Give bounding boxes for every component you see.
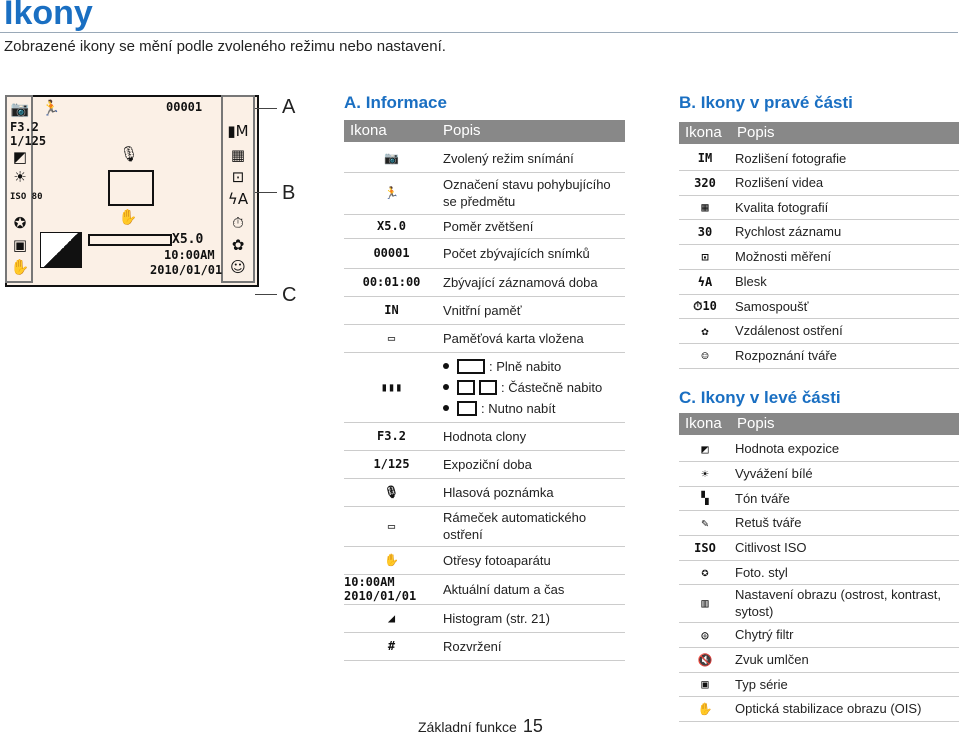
row-description: Vnitřní paměť [443, 302, 522, 318]
table-row [344, 478, 625, 507]
footer [418, 716, 543, 737]
row-description: Hodnota clony [443, 428, 527, 444]
photo-style-icon: ✪ [701, 565, 709, 579]
memory-card-icon: ▭ [387, 331, 396, 345]
battery-icon [479, 380, 497, 395]
iso-value: ISO 80 [10, 192, 43, 202]
table-row [344, 506, 625, 547]
table-row [679, 343, 959, 369]
macro-icon: ✿ [231, 236, 245, 254]
table-row [679, 461, 959, 487]
table-row [679, 244, 959, 270]
row-description: Rychlost záznamu [735, 224, 842, 239]
table-row [679, 436, 959, 462]
callout-a: A [282, 96, 296, 118]
row-description: Zvolený režim snímání [443, 150, 574, 166]
row-description: Citlivost ISO [735, 540, 807, 555]
row-description: Typ série [735, 676, 788, 692]
date-value: 2010/01/01 [150, 263, 223, 277]
exposure-icon: ◩ [12, 148, 28, 166]
table-row [344, 172, 625, 215]
table-row [344, 546, 625, 575]
face-retouch-icon: ✎ [701, 515, 709, 530]
col-icon: Ikona [685, 415, 722, 432]
video-resolution-icon: 320 [694, 175, 716, 190]
shots-count: 00001 [166, 100, 203, 114]
mute-icon: 🔇 [697, 652, 713, 667]
battery-icon: ▮▮▮ [380, 380, 403, 394]
face-tone-icon: ▚ [701, 491, 709, 505]
col-icon: Ikona [685, 124, 722, 141]
page-title: Ikony [4, 0, 93, 32]
row-description: Blesk [735, 274, 767, 289]
row-description: Foto. styl [735, 564, 788, 580]
row-description: Tón tváře [735, 490, 790, 506]
callout-c: C [282, 284, 297, 306]
image-adjust-icon: ▥ [701, 596, 709, 610]
table-row [344, 632, 625, 661]
aperture-icon: F3.2 [377, 429, 406, 443]
histogram [40, 232, 82, 268]
title-rule [0, 32, 958, 33]
table-row [344, 296, 625, 325]
camera-mode-icon: 📷 [384, 151, 399, 165]
page-subtitle: Zobrazené ikony se mění podle zvoleného režimu nebo nastavení. [4, 38, 446, 55]
table-row [344, 144, 625, 173]
macro-icon: ✿ [701, 323, 709, 338]
table-row [679, 560, 959, 585]
ois-icon: ✋ [10, 258, 30, 276]
shutter-value: 1/125 [10, 134, 47, 148]
row-description: Možnosti měření [735, 249, 832, 264]
section-c-header [679, 413, 959, 435]
row-description: Otřesy fotoaparátu [443, 552, 551, 568]
row-description: Paměťová karta vložena [443, 330, 584, 346]
burst-icon: ▣ [12, 236, 28, 254]
table-row [344, 268, 625, 297]
row-description: Hodnota expozice [735, 441, 840, 456]
table-row [679, 170, 959, 196]
page-number: 15 [522, 716, 543, 736]
row-description: Chytrý filtr [735, 627, 794, 642]
photo-style-icon: ✪ [13, 214, 27, 232]
af-frame-icon: ▭ [387, 519, 396, 533]
framerate-icon: 30 [697, 224, 713, 239]
battery-state [443, 377, 602, 398]
metering-icon: ⊡ [231, 168, 245, 186]
record-time-icon: 00:01:00 [362, 275, 421, 289]
shots-count-icon: 00001 [373, 246, 410, 260]
table-row [344, 214, 625, 239]
section-c-title: C. Ikony v levé části [679, 388, 841, 407]
mic-icon: 🎙 [383, 485, 400, 499]
row-description: Kvalita fotografií [735, 199, 829, 215]
row-description: Vyvážení bílé [735, 466, 813, 481]
face-detect-icon: ☺ [701, 348, 709, 363]
battery-icon [457, 401, 477, 416]
smart-filter-icon: ◎ [701, 627, 709, 642]
table-row [679, 510, 959, 536]
row-description: Rozvržení [443, 638, 502, 654]
iso-icon: ISO [694, 540, 716, 555]
time-value: 10:00AM [164, 248, 215, 262]
table-row [679, 269, 959, 295]
battery-label: : Nutno nabít [481, 400, 556, 416]
section-b-header [679, 122, 959, 144]
row-description: Vzdálenost ostření [735, 323, 843, 338]
motion-icon: 🏃 [41, 99, 61, 117]
table-row [679, 486, 959, 511]
zoom-bar-icon: X5.0 [377, 219, 406, 233]
table-row [679, 696, 959, 722]
shake-icon: ✋ [118, 208, 138, 226]
white-balance-icon: ☀ [13, 168, 27, 186]
ois-icon: ✋ [697, 701, 713, 716]
col-desc: Popis [737, 124, 775, 141]
table-row [679, 318, 959, 344]
row-description: Poměr zvětšení [443, 218, 534, 234]
table-row [344, 422, 625, 451]
section-b-title: B. Ikony v pravé části [679, 93, 853, 112]
battery-icon [457, 380, 475, 395]
row-description: Rozlišení videa [735, 175, 824, 190]
datetime-icon: 10:00AM 2010/01/01 [344, 575, 417, 603]
timer-icon: ⏱ [232, 214, 244, 232]
row-description: Optická stabilizace obrazu (OIS) [735, 701, 922, 716]
shake-icon: ✋ [384, 553, 399, 567]
flash-icon: ϟA [227, 190, 249, 208]
af-frame [108, 170, 154, 206]
table-row [344, 324, 625, 353]
quality-icon: ▦ [701, 200, 709, 214]
row-description [443, 352, 623, 422]
mic-icon: 🎙 [119, 145, 139, 163]
row-description: Histogram (str. 21) [443, 610, 550, 626]
quality-icon: ▦ [230, 146, 246, 164]
section-a-header [344, 120, 625, 142]
footer-label: Základní funkce [418, 719, 517, 735]
table-row [679, 647, 959, 673]
table-row [344, 238, 625, 269]
battery-state [443, 356, 561, 377]
camera-mode-icon: 📷 [10, 100, 30, 118]
zoom-value: X5.0 [172, 232, 204, 247]
row-description: Označení stavu pohybujícího se předmětu [443, 177, 611, 209]
table-row [679, 195, 959, 220]
col-desc: Popis [737, 415, 775, 432]
row-description: Počet zbývajících snímků [443, 245, 590, 261]
histogram-icon: ◢ [387, 611, 396, 625]
internal-memory-icon: IN [384, 303, 399, 317]
col-icon: Ikona [350, 122, 387, 139]
row-description: Aktuální datum a čas [443, 581, 565, 597]
battery-state [443, 398, 555, 419]
resolution-icon: ▮M [227, 122, 249, 140]
metering-icon: ⊡ [701, 249, 709, 264]
exposure-icon: ◩ [701, 441, 709, 456]
battery-label: : Částečně nabito [501, 379, 603, 395]
battery-icon [457, 359, 485, 374]
row-description: Expoziční doba [443, 456, 532, 472]
face-detect-icon: ☺ [230, 258, 246, 276]
table-row [679, 622, 959, 648]
row-description: Retuš tváře [735, 515, 802, 530]
battery-label: : Plně nabito [489, 358, 562, 374]
row-description: Rozpoznání tváře [735, 348, 837, 363]
table-row [344, 450, 625, 479]
motion-icon: 🏃 [384, 186, 399, 200]
row-description: Samospoušť [735, 298, 809, 314]
white-balance-icon: ☀ [701, 466, 709, 481]
table-row [344, 574, 625, 605]
table-row [679, 672, 959, 697]
shutter-icon: 1/125 [373, 457, 410, 471]
table-row [679, 146, 959, 171]
table-row [679, 584, 959, 623]
callout-b: B [282, 182, 296, 204]
row-description: Rámeček automatického ostření [443, 510, 587, 542]
table-row [679, 294, 959, 319]
col-desc: Popis [443, 122, 481, 139]
row-description: Hlasová poznámka [443, 484, 554, 500]
section-a-title: A. Informace [344, 93, 447, 112]
resolution-icon: IM [697, 151, 713, 165]
timer-icon: ⏱10 [693, 298, 717, 313]
row-description: Zbývající záznamová doba [443, 274, 598, 290]
burst-icon: ▣ [701, 677, 709, 691]
grid-icon: # [387, 639, 396, 653]
row-description: Zvuk umlčen [735, 652, 809, 667]
row-description: Rozlišení fotografie [735, 150, 847, 166]
table-row [344, 604, 625, 633]
flash-icon: ϟA [697, 274, 713, 289]
zoom-bar [88, 234, 172, 246]
table-row [679, 219, 959, 245]
table-row [344, 352, 625, 423]
table-row [679, 535, 959, 561]
row-description: Nastavení obrazu (ostrost, kontrast, sytost) [735, 587, 941, 619]
aperture-value: F3.2 [10, 120, 39, 134]
